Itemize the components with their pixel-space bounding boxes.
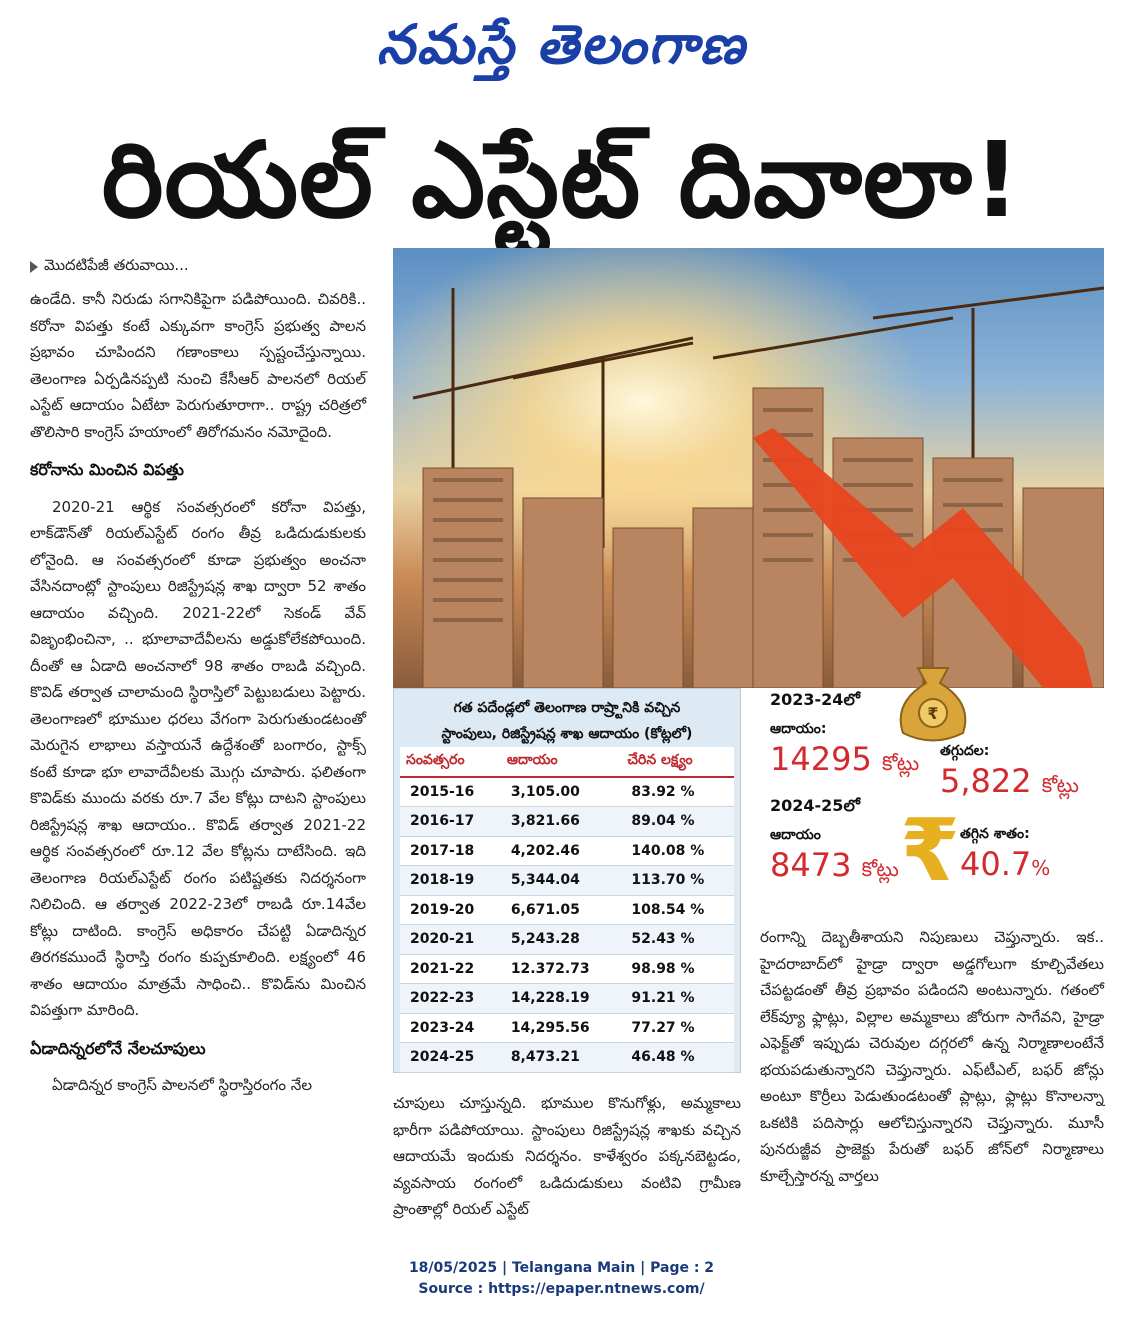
table-cell: 5,243.28 [501,925,622,955]
construction-photo [393,248,1104,688]
revenue-table-box [393,688,741,1073]
table-row [400,954,734,984]
table-cell: 83.92 % [621,777,734,807]
paragraph: ఉండేది. కానీ నిరుడు సగానికిపైగా పడిపోయింది. చివరికి.. కరోనా విపత్తు కంటే ఎక్కువగా కాంగ్రెస్ ప్రభుత్వ పాలన ప్రభావం చూపిందని గణాంకాలు స్పష్టంచేస్తున్నాయి. తెలంగాణ ఏర్పడినప్పటి నుంచి కేసీఆర్ పాలనలో రియల్ ఎస్టేట్ ఆదాయం ఏటేటా పెరుగుతూరాగా.. రాష్ట్ర చరిత్రలో తొలిసారి కాంగ్రెస్ హయాంలో తిరోగమనం నమోదైంది. [30,290,366,441]
table-cell: 77.27 % [621,1013,734,1043]
stat-unit: % [1031,856,1051,880]
table-cell: 108.54 % [621,895,734,925]
table-cell: 2016-17 [400,807,501,837]
stat-unit: కోట్లు [861,857,899,881]
stat-value [960,845,1050,883]
table-row [400,925,734,955]
stat-title: 2023-24లో [770,690,860,709]
table-cell: 5,344.04 [501,866,622,896]
table-cell: 2015-16 [400,777,501,807]
table-cell: 2023-24 [400,1013,501,1043]
table-cell: 14,228.19 [501,984,622,1014]
table-cell: 89.04 % [621,807,734,837]
table-cell: 140.08 % [621,836,734,866]
table-header-cell: సంవత్సరం [400,747,501,777]
stat-number: 8473 [770,846,852,884]
revenue-stats-panel [760,688,1104,913]
table-cell: 98.98 % [621,954,734,984]
footer-source-line: Source : https://epaper.ntnews.com/ [418,1281,705,1297]
stat-title: 2024-25లో [770,796,860,815]
money-bag-icon [888,648,978,748]
table-title [394,689,740,747]
table-cell: 14,295.56 [501,1013,622,1043]
headline-title: రియల్ ఎస్టేట్ దివాలా! [101,119,1022,241]
table-cell: 2017-18 [400,836,501,866]
table-cell: 91.21 % [621,984,734,1014]
table-header-row [400,747,734,777]
stat-2024-25 [770,796,899,886]
rupee-icon: ₹ [900,801,960,901]
stat-number: 40.7 [960,845,1032,883]
paragraph: చూపులు చూస్తున్నది. భూముల కొనుగోళ్లు, అమ్మకాలు భారీగా పడిపోయాయి. స్టాంపులు రిజిస్ట్రేషన్ల శాఖకు వచ్చిన ఆదాయమే ఇందుకు నిదర్శనం. కాళేశ్వరం పక్కనబెట్టడం, వ్యవసాయ రంగంలో ఒడిదుడుకులు వంటివి గ్రామీణ ప్రాంతాల్లో రియల్ ఎస్టేట్ [393,1094,741,1218]
table-row [400,895,734,925]
paragraph: ఏడాదిన్నర కాంగ్రెస్ పాలనలో స్థిరాస్తిరంగం నేల [52,1076,312,1094]
table-row [400,1043,734,1073]
table-cell: 52.43 % [621,925,734,955]
table-title-line: గత పదేండ్లలో తెలంగాణ రాష్ర్టానికి వచ్చిన [453,700,681,716]
headline [0,120,1123,240]
article-column-2 [393,1090,741,1223]
stat-value [770,846,899,886]
subheading: ఏడాదిన్నరలోనే నేలచూపులు [30,1038,206,1058]
table-cell: 12.372.73 [501,954,622,984]
table-cell: 3,105.00 [501,777,622,807]
stat-label: ఆదాయం: [770,721,827,737]
table-cell: 2022-23 [400,984,501,1014]
construction-illustration [393,248,1104,688]
masthead [0,6,1123,82]
footer-date-line: 18/05/2025 | Telangana Main | Page : 2 [408,1260,715,1276]
table-cell: 4,202.46 [501,836,622,866]
table-header-cell: ఆదాయం [501,747,622,777]
caret-right-icon [30,261,38,273]
continuation-text: మొదటిపేజీ తరువాయి... [44,256,189,274]
stat-number: 5,822 [940,762,1032,800]
svg-text:₹: ₹ [927,704,939,723]
page-footer [0,1258,1123,1300]
table-cell: 2018-19 [400,866,501,896]
table-cell: 8,473.21 [501,1043,622,1073]
table-cell: 2019-20 [400,895,501,925]
paragraph: 2020-21 ఆర్థిక సంవత్సరంలో కరోనా విపత్తు, లాక్‌డౌన్‌తో రియల్‌ఎస్టేట్ రంగం తీవ్ర ఒడిదుడుకులకు లోనైంది. ఆ సంవత్సరంలో కూడా ప్రభుత్వం అంచనా వేసినదాంట్లో స్టాంపులు రిజిస్ట్రేషన్ల శాఖ ద్వారా 52 శాతం ఆదాయం వచ్చింది. 2021-22లో సెకండ్ వేవ్ విజృంభించినా, .. భూలావాదేవీలను అడ్డుకోలేకపోయింది. దీంతో ఆ ఏడాది అంచనాలో 98 శాతం రాబడి వచ్చింది. కొవిడ్ తర్వాత చాలామంది స్థిరాస్తిలో పెట్టుబడులు పెట్టారు. తెలంగాణలో భూముల ధరలు వేగంగా పెరుగుతుండటంతో మెరుగైన లాభాలు వస్తాయనే ఉద్దేశంతో బంగారం, స్టాక్స్ కంటే కూడా భూ లావాదేవీలకు మొగ్గు చూపారు. ఫలితంగా కొవిడ్‌కు ముందు వరకు రూ.7 వేల కోట్లు దాటని స్టాంపులు రిజిస్ట్రేషన్ల శాఖ ఆదాయం.. కొవిడ్ తర్వాత 2021-22 ఆర్థిక సంవత్సరంలో రూ.12 వేల కోట్లను దాటేసింది. ఇది తెలంగాణ రియల్‌ఎస్టేట్ రంగం పటిష్టతకు నిదర్శనంగా నిలిచింది. ఆ తర్వాత 2022-23లో రాబడి రూ.14వేల కోట్లు దాటింది. కాంగ్రెస్ అధికారం చేపట్టి ఏడాదిన్నర తిరగకముందే స్థిరాస్తి రంగం కుప్పకూలింది. లక్ష్యంలో 46 శాతం ఆదాయం మాత్రమే సాధించి.. కొవిడ్‌ను మించిన విపత్తుగా మారింది. [30,497,366,1019]
table-cell: 113.70 % [621,866,734,896]
article-column-1 [30,286,366,1099]
table-cell: 2020-21 [400,925,501,955]
stat-value [940,762,1079,802]
table-row [400,807,734,837]
masthead-title: నమస్తే తెలంగాణ [376,12,747,76]
table-row [400,984,734,1014]
revenue-table [400,747,734,1073]
table-row [400,1013,734,1043]
table-row [400,836,734,866]
stat-unit: కోట్లు [1041,773,1079,797]
table-cell: 2021-22 [400,954,501,984]
table-row [400,777,734,807]
subheading: కరోనాను మించిన విపత్తు [30,460,184,479]
table-cell: 6,671.05 [501,895,622,925]
table-cell: 2024-25 [400,1043,501,1073]
article-column-3 [760,924,1104,1189]
table-title-line: స్టాంపులు, రిజిస్ట్రేషన్ల శాఖ ఆదాయం (కోట్లలో) [441,726,693,742]
stat-drop [940,743,1079,802]
stat-label: ఆదాయం [770,827,821,843]
table-cell: 3,821.66 [501,807,622,837]
stat-label: తగ్గుదల: [940,743,990,759]
stat-label: తగ్గిన శాతం: [960,826,1030,842]
stat-number: 14295 [770,740,872,778]
table-header-cell: చేరిన లక్ష్యం [621,747,734,777]
stat-percent [960,826,1050,883]
stat-unit: కోట్లు [881,751,920,775]
continuation-marker [30,256,189,278]
table-row [400,866,734,896]
paragraph: రంగాన్ని దెబ్బతీశాయని నిపుణులు చెప్తున్నారు. ఇక.. హైదరాబాద్‌లో హైడ్రా ద్వారా అడ్డగోలుగా కూల్చివేతలు చేపట్టడంతో తీవ్ర ప్రభావం పడిందని అంటున్నారు. గతంలో లేక్‌వ్యూ ఫ్లాట్లు, విల్లాల అమ్మకాలు జోరుగా సాగేవని, హైడ్రా ఎఫెక్ట్‌తో ఇప్పుడు చెరువుల దగ్గరలో ఉన్న నిర్మాణాలంటేనే భయపడుతున్నారని చెప్తున్నారు. ఎఫ్‌టీఎల్, బఫర్ జోన్లు అంటూ కొర్రీలు పెడుతుండటంతో ప్లాట్లు, ఫ్లాట్లు కొనాలన్నా ఒకటికి పదిసార్లు ఆలోచిస్తున్నారని చెప్తున్నారు. మూసీ పునరుజ్జీవ ప్రాజెక్టు పేరుతో బఫర్ జోన్‌లో నిర్మాణాలు కూల్చేస్తారన్న వార్తలు [760,928,1104,1185]
table-cell: 46.48 % [621,1043,734,1073]
